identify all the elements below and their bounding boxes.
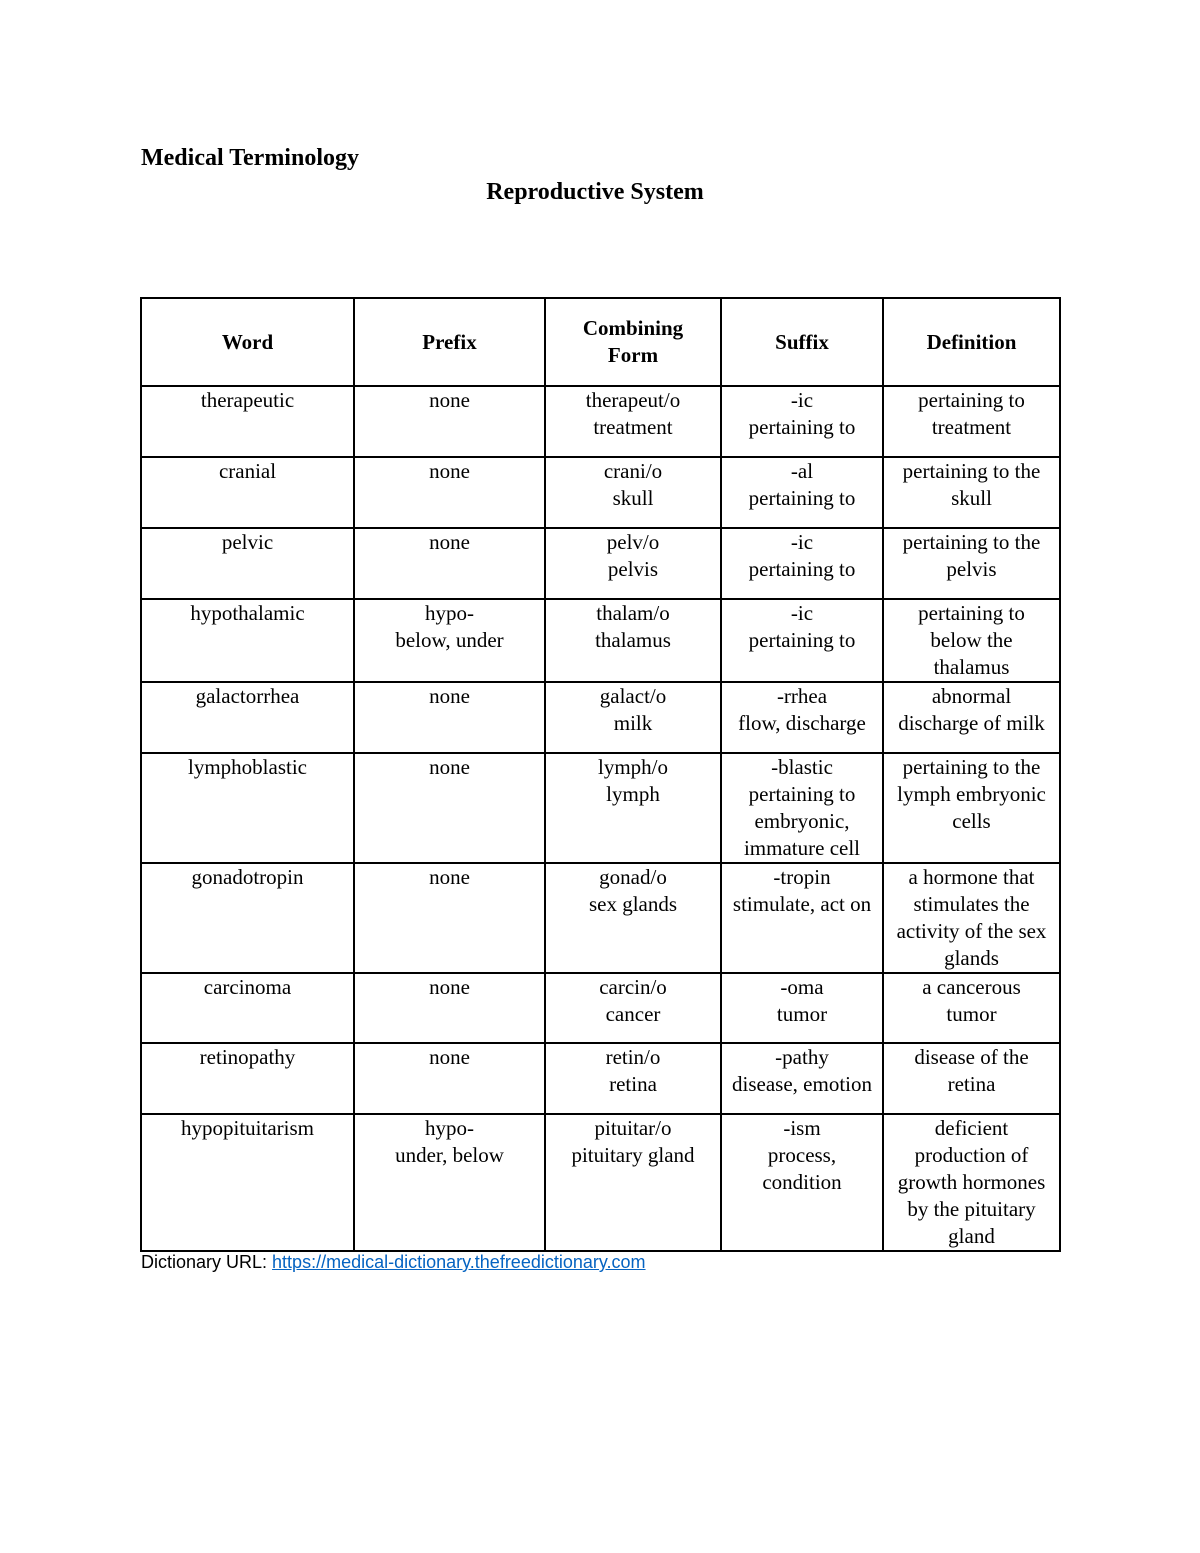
cell-suffix: -tropin stimulate, act on [721,863,883,973]
cell-suffix: -pathy disease, emotion [721,1043,883,1114]
cell-word: pelvic [141,528,354,599]
dictionary-url-line [141,1250,646,1274]
table-row [141,528,1060,599]
cell-definition: disease of the retina [883,1043,1060,1114]
table-header-row [141,298,1060,386]
cell-combining-form: pituitar/o pituitary gland [545,1114,721,1251]
cell-suffix: -al pertaining to [721,457,883,528]
cell-prefix: none [354,753,545,863]
cell-prefix: none [354,863,545,973]
cell-suffix: -blastic pertaining to embryonic, immature cell [721,753,883,863]
column-header-suffix: Suffix [721,298,883,386]
cell-suffix: -oma tumor [721,973,883,1043]
cell-suffix: -ic pertaining to [721,599,883,682]
table-row [141,973,1060,1043]
table-row [141,1114,1060,1251]
cell-combining-form: crani/o skull [545,457,721,528]
cell-combining-form: retin/o retina [545,1043,721,1114]
cell-combining-form: therapeut/o treatment [545,386,721,457]
cell-definition: pertaining to below the thalamus [883,599,1060,682]
document-title: Medical Terminology [141,145,359,171]
cell-prefix: none [354,682,545,753]
table-row [141,386,1060,457]
cell-combining-form: carcin/o cancer [545,973,721,1043]
cell-word: cranial [141,457,354,528]
dictionary-url-link[interactable]: https://medical-dictionary.thefreedictionary.com [272,1252,646,1272]
document-subtitle: Reproductive System [486,179,704,205]
cell-word: carcinoma [141,973,354,1043]
cell-word: gonadotropin [141,863,354,973]
cell-definition: pertaining to the pelvis [883,528,1060,599]
cell-suffix: -ism process, condition [721,1114,883,1251]
cell-word: therapeutic [141,386,354,457]
cell-prefix: none [354,973,545,1043]
cell-prefix: none [354,457,545,528]
cell-prefix: none [354,1043,545,1114]
cell-combining-form: lymph/o lymph [545,753,721,863]
cell-suffix: -rrhea flow, discharge [721,682,883,753]
cell-prefix: hypo- under, below [354,1114,545,1251]
cell-suffix: -ic pertaining to [721,386,883,457]
table-row [141,599,1060,682]
cell-definition: pertaining to treatment [883,386,1060,457]
cell-prefix: none [354,386,545,457]
table-row [141,753,1060,863]
cell-combining-form: gonad/o sex glands [545,863,721,973]
cell-definition: deficient production of growth hormones by the pituitary gland [883,1114,1060,1251]
column-header-combining-form: Combining Form [545,298,721,386]
cell-prefix: hypo- below, under [354,599,545,682]
cell-word: retinopathy [141,1043,354,1114]
table-row [141,863,1060,973]
cell-word: lymphoblastic [141,753,354,863]
column-header-definition: Definition [883,298,1060,386]
dictionary-url-label: Dictionary URL: [141,1252,273,1272]
terminology-table [140,297,1061,1252]
cell-definition: a hormone that stimulates the activity of the sex glands [883,863,1060,973]
cell-combining-form: thalam/o thalamus [545,599,721,682]
cell-prefix: none [354,528,545,599]
cell-definition: a cancerous tumor [883,973,1060,1043]
cell-suffix: -ic pertaining to [721,528,883,599]
cell-word: hypothalamic [141,599,354,682]
cell-definition: pertaining to the skull [883,457,1060,528]
table-row [141,1043,1060,1114]
table-row [141,682,1060,753]
column-header-prefix: Prefix [354,298,545,386]
cell-word: hypopituitarism [141,1114,354,1251]
cell-word: galactorrhea [141,682,354,753]
cell-definition: abnormal discharge of milk [883,682,1060,753]
table-row [141,457,1060,528]
cell-combining-form: pelv/o pelvis [545,528,721,599]
cell-combining-form: galact/o milk [545,682,721,753]
column-header-word: Word [141,298,354,386]
cell-definition: pertaining to the lymph embryonic cells [883,753,1060,863]
